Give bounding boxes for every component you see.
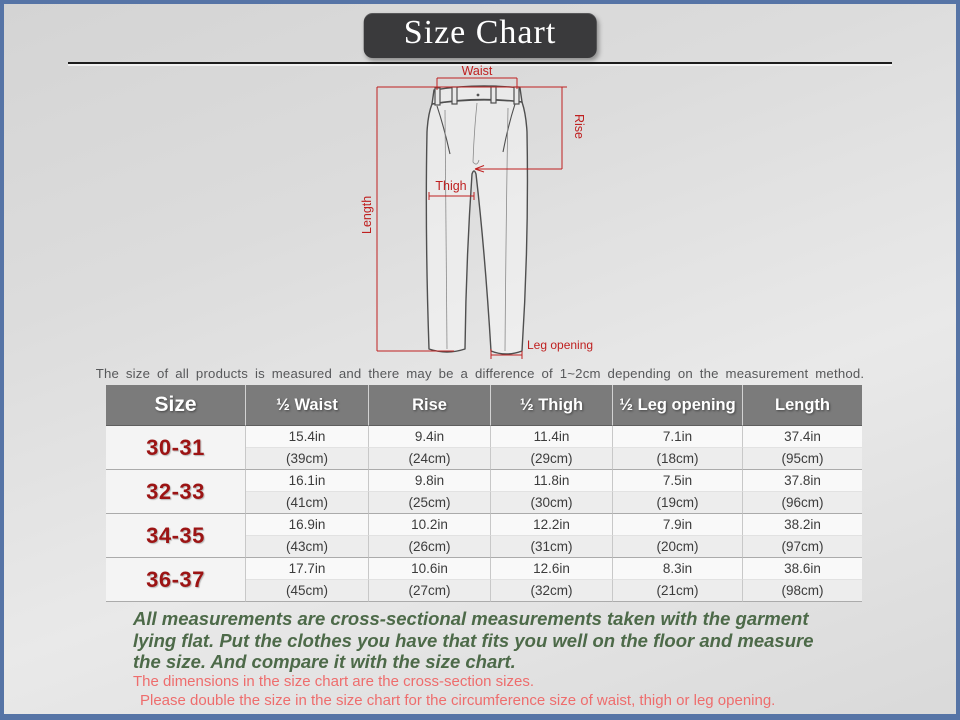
value-cell: (29cm) [491,448,613,470]
value-cell: 10.6in [369,558,491,580]
size-cell: 32-33 [106,470,246,514]
page-title-text: Size Chart [403,14,557,51]
value-cell: 11.4in [491,426,613,448]
page-title [364,13,597,58]
value-cell: 9.8in [369,470,491,492]
value-cell: (30cm) [491,492,613,514]
value-cell: 12.2in [491,514,613,536]
value-cell: (27cm) [369,580,491,602]
cross-section-explanation: All measurements are cross-sectional measurements taken with the garment lying flat. Put the clothes you have that fits you well on the floor and measure the size. And compare it with the size chart. [133,608,814,672]
value-cell: (18cm) [613,448,743,470]
value-cell: 11.8in [491,470,613,492]
value-cell: 7.5in [613,470,743,492]
value-cell: (97cm) [743,536,862,558]
thigh-label: Thigh [435,179,467,193]
size-cell: 36-37 [106,558,246,602]
value-cell: (21cm) [613,580,743,602]
value-cell: (31cm) [491,536,613,558]
value-cell: (41cm) [246,492,369,514]
header-cell-thigh: ½ Thigh [491,385,613,426]
measurement-note: The size of all products is measured and there may be a difference of 1~2cm depending on the measurement method. [95,366,865,381]
double-size-note: Please double the size in the size chart for the circumference size of waist, thigh or leg opening. [140,692,776,709]
belt-loop [491,86,496,103]
value-cell: 7.1in [613,426,743,448]
value-cell: (32cm) [491,580,613,602]
value-cell: (95cm) [743,448,862,470]
rise-label: Rise [572,114,586,140]
header-cell-rise: Rise [369,385,491,426]
waist-button [477,94,480,97]
value-cell: (19cm) [613,492,743,514]
value-cell: (26cm) [369,536,491,558]
belt-loop [514,87,519,104]
leg-opening-label: Leg opening [527,338,594,352]
header-cell-length: Length [743,385,862,426]
header-cell-size: Size [106,385,246,426]
value-cell: 7.9in [613,514,743,536]
value-cell: (39cm) [246,448,369,470]
value-cell: (24cm) [369,448,491,470]
value-cell: 37.8in [743,470,862,492]
belt-loop [435,88,440,105]
value-cell: (43cm) [246,536,369,558]
value-cell: 12.6in [491,558,613,580]
value-cell: 37.4in [743,426,862,448]
value-cell: 15.4in [246,426,369,448]
header-cell-waist: ½ Waist [246,385,369,426]
value-cell: (20cm) [613,536,743,558]
value-cell: 38.2in [743,514,862,536]
waist-label: Waist [461,64,493,78]
size-table [106,385,862,602]
value-cell: (98cm) [743,580,862,602]
belt-loop [452,87,457,104]
value-cell: 10.2in [369,514,491,536]
value-cell: 16.9in [246,514,369,536]
value-cell: 38.6in [743,558,862,580]
value-cell: 8.3in [613,558,743,580]
size-cell: 34-35 [106,514,246,558]
length-label: Length [360,195,374,234]
header-cell-leg-opening: ½ Leg opening [613,385,743,426]
value-cell: 17.7in [246,558,369,580]
value-cell: 16.1in [246,470,369,492]
pants-measurement-diagram [344,62,624,362]
dimensions-note: The dimensions in the size chart are the cross-section sizes. [133,673,535,690]
pants-body-outline [426,100,527,354]
value-cell: 9.4in [369,426,491,448]
size-cell: 30-31 [106,426,246,470]
value-cell: (45cm) [246,580,369,602]
value-cell: (25cm) [369,492,491,514]
value-cell: (96cm) [743,492,862,514]
